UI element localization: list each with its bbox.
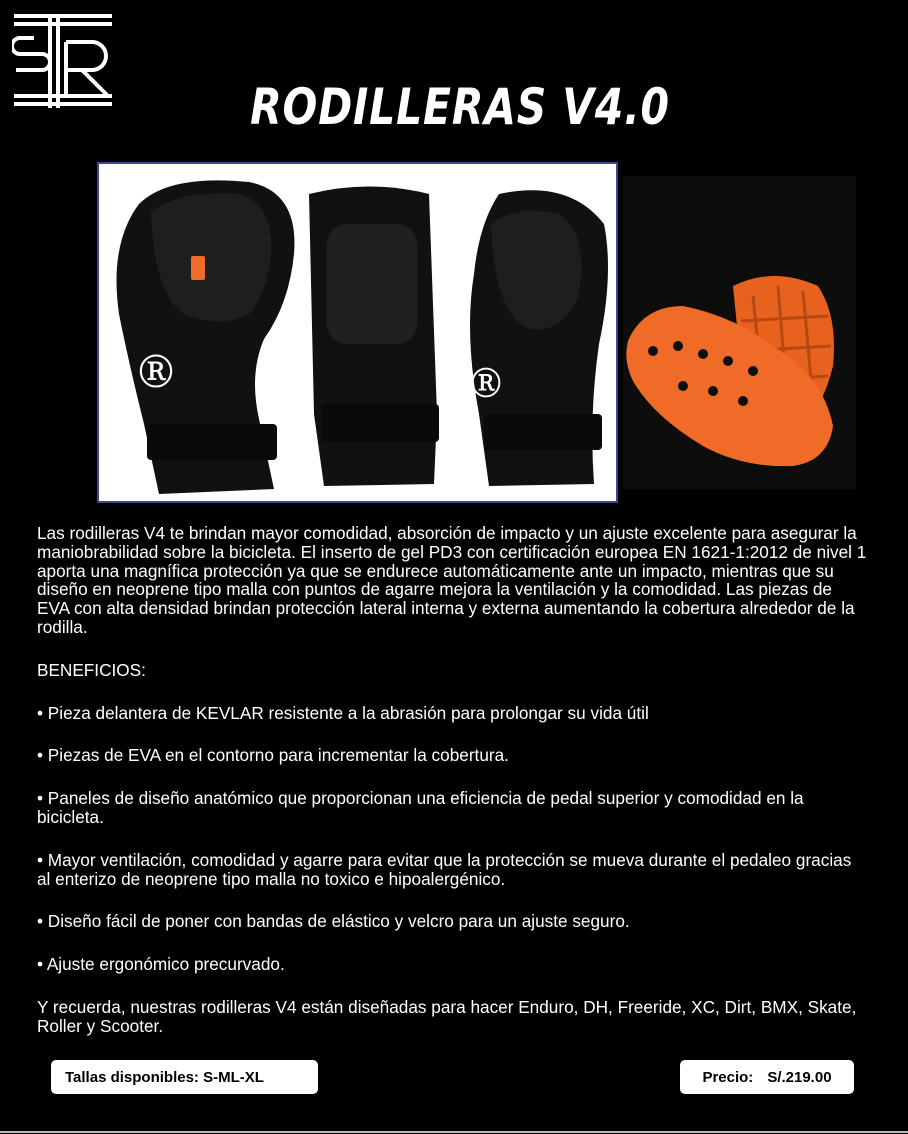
gel-inserts-photo <box>623 176 856 489</box>
benefit-item: • Pieza delantera de KEVLAR resistente a la abrasión para prolongar su vida útil <box>37 702 649 723</box>
closing-paragraph: Y recuerda, nuestras rodilleras V4 están diseñadas para hacer Enduro, DH, Freeride, XC, Dirt, BMX, Skate, Roller y Scooter. <box>37 996 857 1036</box>
benefit-item: • Diseño fácil de poner con bandas de elástico y velcro para un ajuste seguro. <box>37 911 630 932</box>
knee-pads-photo <box>97 162 618 503</box>
price-badge <box>680 1060 854 1094</box>
price-value: S/.219.00 <box>767 1068 832 1086</box>
svg-text:Ⓡ: Ⓡ <box>139 353 173 393</box>
product-description <box>37 524 867 1036</box>
benefit-item: • Ajuste ergonómico precurvado. <box>37 954 285 975</box>
intro-paragraph: Las rodilleras V4 te brindan mayor comodidad, absorción de impacto y un ajuste excelente para asegurar la maniobrabilidad sobre la bicicleta. El inserto de gel PD3 con certificación europea EN 1621-1:2012 de nivel 1 aporta una magnífica protección ya que se endurece automáticamente ante un impacto, mientras que su diseño en neoprene tipo malla con puntos de agarre mejora la ventilación y la comodidad. Las piezas de EVA con alta densidad brindan protección lateral interna y externa aumentando la cobertura alrededor de la rodilla. <box>37 523 867 637</box>
benefits-heading: BENEFICIOS: <box>37 659 146 680</box>
tr-monogram-logo-icon <box>12 12 114 112</box>
benefit-item: • Piezas de EVA en el contorno para incrementar la cobertura. <box>37 745 509 766</box>
knee-pad-front-view <box>309 187 439 487</box>
knee-pad-back-view <box>470 190 608 486</box>
bottom-divider <box>0 1131 908 1133</box>
svg-text:Ⓡ: Ⓡ <box>471 367 501 402</box>
page-title: RODILLERAS V4.0 <box>250 78 670 136</box>
sizes-label: Tallas disponibles: S-ML-XL <box>65 1068 264 1086</box>
benefit-item: • Mayor ventilación, comodidad y agarre para evitar que la protección se mueva durante el pedaleo gracias al enterizo de neoprene tipo malla no toxico e hipoalergénico. <box>37 849 852 889</box>
sizes-badge <box>51 1060 318 1094</box>
knee-pad-side-view <box>117 180 295 494</box>
benefit-item: • Paneles de diseño anatómico que proporcionan una eficiencia de pedal superior y comodidad en la bicicleta. <box>37 788 804 827</box>
price-label: Precio: <box>702 1068 754 1086</box>
